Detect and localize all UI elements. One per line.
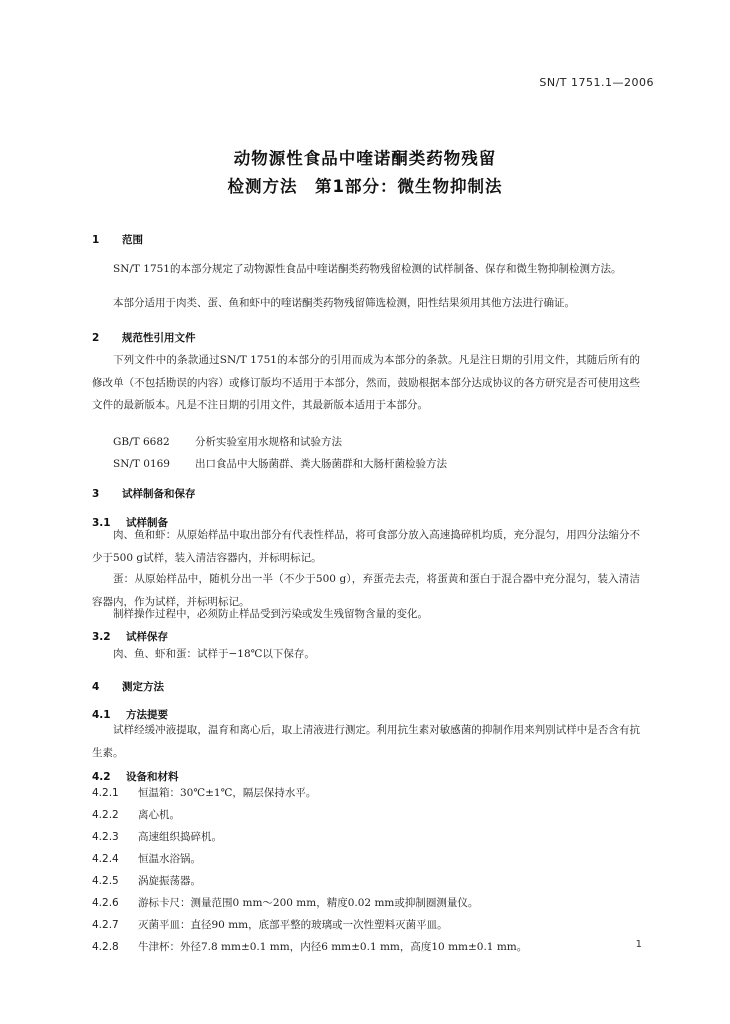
item-text: 牛津杯：外径7.8 mm±0.1 mm，内径6 mm±0.1 mm，高度10 mm±0.1 mm。 [138,941,528,953]
section-2-heading [92,330,196,345]
section-2-paragraph-1: 下列文件中的条款通过SN/T 1751的本部分的引用而成为本部分的条款。凡是注日期的引用文件，其随后所有的修改单（不包括勘误的内容）或修订版均不适用于本部分，然而，鼓励根据本部分达成协议的各方研究是否可使用这些文件的最新版本。凡是不注日期的引用文件，其最新版本适用于本部分。 [92,354,640,411]
section-3-heading [92,486,196,501]
document-title-line-2: 检测方法 第1部分：微生物抑制法 [227,177,503,196]
item-number: 4.2.7 [92,919,119,931]
subsection-number: 4.1 [92,709,111,721]
item-number: 4.2.1 [92,787,119,799]
section-1-paragraph-2: 本部分适用于肉类、蛋、鱼和虾中的喹诺酮类药物残留筛选检测，阳性结果须用其他方法进行确证。 [113,297,575,309]
equipment-item [92,917,448,932]
item-number: 4.2.5 [92,875,119,887]
section-number: 2 [92,332,100,344]
item-text: 恒温水浴锅。 [138,853,201,865]
item-text: 离心机。 [138,809,180,821]
section-title: 范围 [122,234,143,246]
equipment-item [92,873,201,888]
subsection-3-1-paragraph-2: 蛋：从原始样品中，随机分出一半（不少于500 g），弃蛋壳去壳，将蛋黄和蛋白于混合器中充分混匀，装入清洁容器内，作为试样，并标明标记。 [92,573,640,608]
reference-item [113,434,342,449]
item-number: 4.2.6 [92,897,119,909]
section-title: 规范性引用文件 [122,332,196,344]
reference-item [113,456,447,471]
section-1-paragraph-1: SN/T 1751的本部分规定了动物源性食品中喹诺酮类药物残留检测的试样制备、保存和微生物抑制检测方法。 [113,263,622,275]
item-text: 游标卡尺：测量范围0 mm～200 mm，精度0.02 mm或抑制圈测量仪。 [138,897,479,909]
subsection-number: 3.2 [92,631,111,643]
item-text: 灭菌平皿：直径90 mm，底部平整的玻璃或一次性塑料灭菌平皿。 [138,919,448,931]
item-text: 恒温箱：30℃±1℃，隔层保持水平。 [138,787,317,799]
subsection-title: 设备和材料 [126,771,179,783]
item-number: 4.2.8 [92,941,119,953]
section-number: 1 [92,234,100,246]
subsection-4-1-paragraph-1: 试样经缓冲液提取，温育和离心后，取上清液进行测定。利用抗生素对敏感菌的抑制作用来判别试样中是否含有抗生素。 [92,724,640,759]
subsection-4-2-heading [92,769,179,784]
reference-title: 分析实验室用水规格和试验方法 [195,436,342,448]
subsection-number: 3.1 [92,517,111,529]
equipment-item [92,895,478,910]
item-number: 4.2.3 [92,831,119,843]
item-text: 高速组织捣碎机。 [138,831,222,843]
equipment-item [92,851,201,866]
subsection-3-2-paragraph-1: 肉、鱼、虾和蛋：试样于−18℃以下保存。 [113,648,315,660]
subsection-title: 试样保存 [126,631,168,643]
reference-title: 出口食品中大肠菌群、粪大肠菌群和大肠杆菌检验方法 [195,458,447,470]
equipment-item [92,785,316,800]
subsection-number: 4.2 [92,771,111,783]
section-number: 4 [92,681,100,693]
subsection-title: 试样制备 [126,517,168,529]
equipment-item [92,829,222,844]
subsection-title: 方法提要 [126,709,168,721]
item-number: 4.2.2 [92,809,119,821]
standard-code: SN/T 1751.1—2006 [539,76,654,89]
page-number: 1 [635,939,642,950]
equipment-item [92,807,180,822]
reference-code: SN/T 0169 [113,458,170,470]
item-text: 涡旋振荡器。 [138,875,201,887]
subsection-3-1-paragraph-1: 肉、鱼和虾：从原始样品中取出部分有代表性样品，将可食部分放入高速捣碎机均质，充分混匀，用四分法缩分不少于500 g试样，装入清洁容器内，并标明标记。 [92,529,640,564]
section-title: 试样制备和保存 [122,488,196,500]
section-4-heading [92,679,164,694]
section-number: 3 [92,488,100,500]
subsection-3-1-paragraph-3: 制样操作过程中，必须防止样品受到污染或发生残留物含量的变化。 [113,608,428,620]
equipment-item [92,939,527,954]
section-title: 测定方法 [122,681,164,693]
section-1-heading [92,232,143,247]
document-title-line-1: 动物源性食品中喹诺酮类药物残留 [233,149,497,168]
subsection-3-2-heading [92,629,168,644]
reference-code: GB/T 6682 [113,436,170,448]
item-number: 4.2.4 [92,853,119,865]
